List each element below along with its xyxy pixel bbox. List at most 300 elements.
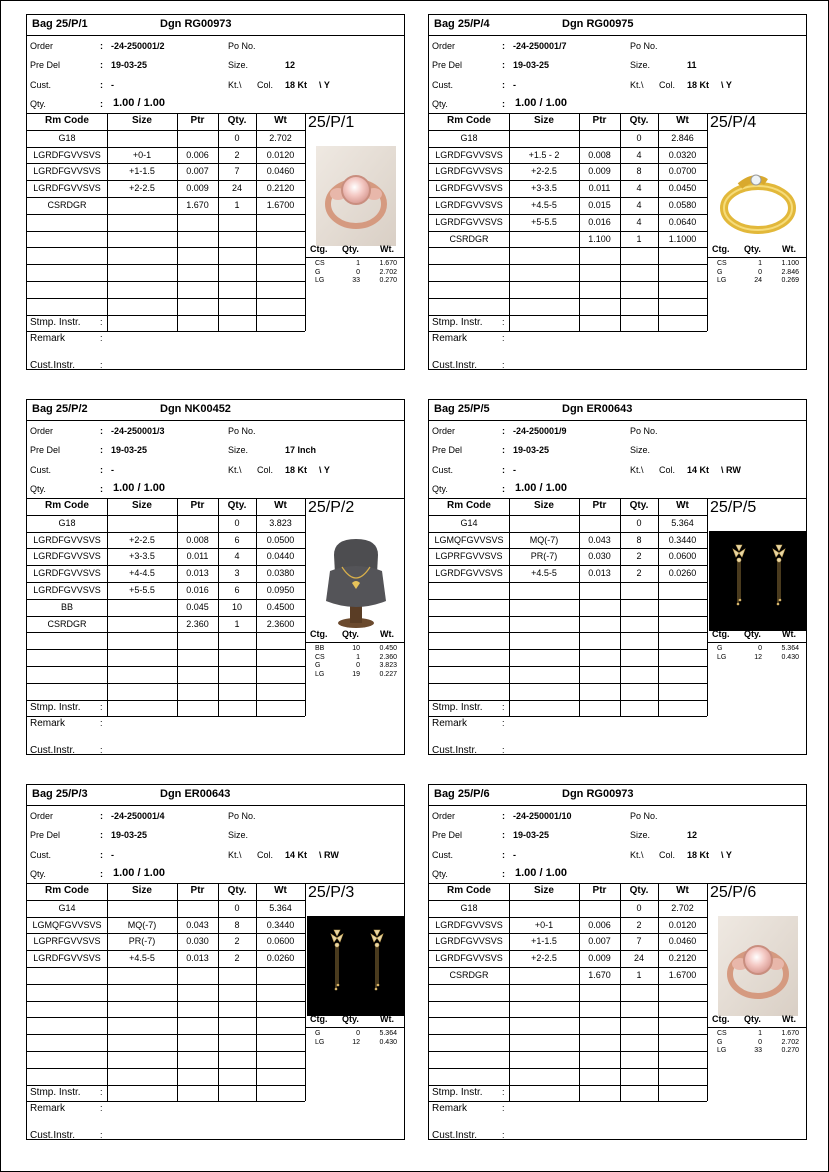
table-vline — [177, 883, 178, 1101]
stone-header-qty: Qty. — [744, 1014, 761, 1025]
column-header-rm: Rm Code — [447, 115, 491, 126]
card-header — [429, 785, 806, 806]
table-hline — [429, 214, 707, 215]
instruction-colon: : — [100, 317, 103, 327]
table-cell-rm: G18 — [460, 132, 478, 143]
card-header — [27, 15, 404, 36]
table-cell-qty: 2 — [234, 149, 240, 160]
table-hline — [27, 1017, 305, 1018]
product-image — [718, 916, 798, 1016]
product-photo — [709, 916, 807, 1016]
table-hline — [27, 1085, 305, 1086]
table-hline — [429, 247, 707, 248]
instruction-colon: : — [502, 1103, 505, 1113]
bag-card — [26, 14, 405, 370]
info-value-order: -24-250001/2 — [111, 41, 165, 51]
column-header-wt: Wt — [676, 885, 689, 896]
product-photo — [307, 916, 405, 1016]
info-label-col: Col. — [659, 80, 676, 90]
info-value-kt: 18 Kt — [285, 80, 308, 90]
info-label-cust: Cust. — [432, 850, 454, 860]
bag-number — [32, 18, 88, 30]
table-cell-qty: 4 — [636, 216, 642, 227]
column-header-wt: Wt — [676, 500, 689, 511]
instruction-label-cust-instr: Cust.Instr. — [432, 360, 478, 371]
table-hline — [429, 281, 707, 282]
instruction-colon: : — [502, 317, 505, 327]
table-hline — [429, 231, 707, 232]
table-vline — [707, 498, 708, 716]
table-cell-qty: 2 — [234, 953, 240, 964]
instruction-colon: : — [502, 718, 505, 728]
table-cell-ptr: 0.045 — [186, 601, 209, 612]
stone-qty: 1 — [758, 260, 762, 268]
instruction-label-stmp: Stmp. Instr. — [432, 317, 483, 328]
table-hline — [429, 180, 707, 181]
table-cell-ptr: 0.013 — [186, 953, 209, 964]
stone-header-qty: Qty. — [744, 629, 761, 640]
table-cell-rm: LGRDFGVVSVS — [33, 183, 101, 194]
table-cell-wt: 0.0450 — [668, 183, 697, 194]
table-hline — [27, 599, 305, 600]
info-label-po-no: Po No. — [228, 41, 256, 51]
stone-category: CS — [315, 653, 325, 661]
info-label-po-no: Po No. — [228, 426, 256, 436]
table-vline — [509, 883, 510, 1101]
info-label-cust: Cust. — [432, 465, 454, 475]
table-cell-rm: LGPRFGVVSVS — [33, 936, 101, 947]
column-header-wt: Wt — [676, 115, 689, 126]
table-cell-wt: 5.364 — [269, 902, 292, 913]
instruction-label-remark: Remark — [30, 718, 66, 729]
table-cell-ptr: 1.100 — [588, 233, 611, 244]
stone-category: CS — [315, 260, 325, 268]
stone-qty: 12 — [352, 1038, 360, 1046]
instruction-colon: : — [100, 360, 103, 370]
table-cell-qty: 8 — [636, 166, 642, 177]
table-hline — [27, 163, 305, 164]
instruction-label-stmp: Stmp. Instr. — [30, 1087, 81, 1098]
table-cell-qty: 0 — [234, 517, 240, 528]
table-cell-qty: 7 — [636, 936, 642, 947]
table-vline — [707, 113, 708, 331]
info-value-order: -24-250001/4 — [111, 811, 165, 821]
bag-card — [428, 14, 807, 370]
table-cell-ptr: 0.016 — [588, 216, 611, 227]
table-cell-wt: 0.0120 — [668, 919, 697, 930]
table-cell-size: +1.5 - 2 — [528, 149, 560, 160]
table-hline — [429, 616, 707, 617]
bag-tag: 25/P/2 — [308, 499, 355, 516]
column-header-wt: Wt — [274, 500, 287, 511]
stone-category: G — [717, 1038, 723, 1046]
design-number — [562, 18, 634, 30]
info-colon: : — [100, 830, 103, 840]
table-hline — [429, 147, 707, 148]
info-value-pre_del: 19-03-25 — [513, 60, 550, 70]
table-cell-qty: 8 — [636, 534, 642, 545]
table-cell-rm: LGRDFGVVSVS — [33, 568, 101, 579]
table-hline — [429, 130, 707, 131]
info-label-cust: Cust. — [30, 80, 52, 90]
info-label-order: Order — [30, 426, 54, 436]
card-header — [429, 400, 806, 421]
stone-weight: 0.430 — [781, 653, 799, 661]
stone-weight: 0.270 — [379, 277, 397, 285]
table-cell-wt: 0.0260 — [266, 953, 295, 964]
table-cell-rm: LGRDFGVVSVS — [435, 936, 503, 947]
info-value-cust: - — [513, 850, 516, 860]
dgn-value: NK00452 — [184, 403, 231, 415]
design-number — [160, 18, 232, 30]
design-number — [562, 403, 632, 415]
card-header — [429, 15, 806, 36]
column-header-ptr: Ptr — [190, 885, 205, 896]
stone-category: G — [717, 268, 723, 276]
table-hline — [27, 716, 305, 717]
info-value-kt: 18 Kt — [687, 850, 710, 860]
table-cell-ptr: 0.007 — [588, 936, 611, 947]
stone-weight: 2.360 — [379, 653, 397, 661]
column-header-qty: Qty. — [629, 500, 649, 511]
table-cell-rm: G18 — [58, 517, 76, 528]
table-hline — [429, 933, 707, 934]
table-cell-wt: 5.364 — [671, 517, 694, 528]
info-label-qty: Qty. — [432, 99, 448, 109]
stone-weight: 2.702 — [379, 268, 397, 276]
table-cell-wt: 0.0600 — [266, 936, 295, 947]
info-value-order: -24-250001/9 — [513, 426, 567, 436]
instruction-colon: : — [502, 745, 505, 755]
table-cell-qty: 10 — [231, 601, 242, 612]
table-cell-qty: 8 — [234, 919, 240, 930]
instruction-colon: : — [502, 360, 505, 370]
table-cell-rm: LGRDFGVVSVS — [435, 953, 503, 964]
table-hline — [429, 599, 707, 600]
column-header-qty: Qty. — [629, 115, 649, 126]
table-vline — [305, 498, 306, 716]
table-hline — [27, 315, 305, 316]
instruction-label-stmp: Stmp. Instr. — [30, 317, 81, 328]
stone-header-ctg: Ctg. — [310, 1014, 328, 1025]
stone-category: G — [315, 268, 321, 276]
info-colon: : — [502, 869, 505, 879]
table-cell-rm: LGRDFGVVSVS — [435, 568, 503, 579]
table-hline — [27, 281, 305, 282]
table-vline — [658, 883, 659, 1101]
table-hline — [429, 532, 707, 533]
stone-weight: 0.430 — [379, 1038, 397, 1046]
table-cell-size: MQ(-7) — [127, 919, 157, 930]
table-hline — [27, 649, 305, 650]
instruction-label-remark: Remark — [432, 1103, 468, 1114]
table-cell-qty: 4 — [234, 551, 240, 562]
instruction-label-remark: Remark — [30, 333, 66, 344]
table-hline — [27, 632, 305, 633]
column-header-qty: Qty. — [227, 115, 247, 126]
bag-tag: 25/P/6 — [710, 884, 757, 901]
info-value-cust: - — [111, 80, 114, 90]
stone-weight: 2.846 — [781, 268, 799, 276]
info-label-po-no: Po No. — [630, 426, 658, 436]
info-label-po-no: Po No. — [630, 41, 658, 51]
column-header-wt: Wt — [274, 115, 287, 126]
info-label-qty: Qty. — [30, 99, 46, 109]
table-cell-qty: 0 — [636, 517, 642, 528]
dgn-value: RG00973 — [184, 18, 232, 30]
design-number — [562, 788, 634, 800]
info-label-order: Order — [432, 41, 456, 51]
dgn-label: Dgn — [160, 18, 182, 30]
product-photo — [307, 531, 405, 631]
info-colon: : — [502, 465, 505, 475]
table-cell-size: +4-4.5 — [129, 568, 155, 579]
table-hline — [27, 231, 305, 232]
table-cell-size: +1-1.5 — [531, 936, 557, 947]
stone-header-qty: Qty. — [744, 244, 761, 255]
table-hline — [429, 683, 707, 684]
instruction-colon: : — [100, 1087, 103, 1097]
table-cell-wt: 2.702 — [269, 132, 292, 143]
info-label-pre_del: Pre Del — [432, 445, 463, 455]
info-label-pre_del: Pre Del — [30, 830, 61, 840]
product-photo — [307, 146, 405, 246]
table-cell-wt: 2.702 — [671, 902, 694, 913]
instruction-label-remark: Remark — [30, 1103, 66, 1114]
table-hline — [429, 331, 707, 332]
dgn-label: Dgn — [160, 403, 182, 415]
stone-weight: 1.670 — [379, 260, 397, 268]
table-vline — [620, 498, 621, 716]
stone-qty: 0 — [356, 268, 360, 276]
info-label-qty: Qty. — [432, 484, 448, 494]
table-cell-ptr: 1.670 — [186, 200, 209, 210]
table-cell-rm: CSRDGR — [47, 618, 87, 629]
info-label-po-no: Po No. — [630, 811, 658, 821]
column-header-ptr: Ptr — [592, 115, 607, 126]
stone-header-wt: Wt. — [782, 244, 796, 255]
stone-header-ctg: Ctg. — [310, 244, 328, 255]
info-label-col: Col. — [257, 80, 274, 90]
info-colon: : — [502, 80, 505, 90]
instruction-colon: : — [502, 1130, 505, 1140]
info-colon: : — [100, 484, 103, 494]
table-cell-ptr: 0.006 — [588, 919, 611, 930]
table-cell-wt: 1.6700 — [668, 970, 697, 980]
info-value-size: 12 — [285, 60, 296, 70]
card-header — [27, 785, 404, 806]
table-hline — [429, 197, 707, 198]
table-cell-rm: LGRDFGVVSVS — [435, 166, 503, 177]
dgn-label: Dgn — [562, 18, 584, 30]
table-cell-ptr: 0.011 — [588, 183, 611, 194]
dgn-value: ER00643 — [586, 403, 633, 415]
info-colon: : — [502, 60, 505, 70]
table-cell-size: +5-5.5 — [129, 585, 155, 595]
table-hline — [27, 967, 305, 968]
table-hline — [429, 315, 707, 316]
table-cell-size: PR(-7) — [128, 936, 156, 947]
table-hline — [27, 197, 305, 198]
table-cell-ptr: 0.043 — [186, 919, 209, 930]
design-number — [160, 788, 230, 800]
stone-qty: 24 — [754, 277, 762, 285]
stone-header-wt: Wt. — [380, 629, 394, 640]
instruction-label-stmp: Stmp. Instr. — [432, 1087, 483, 1098]
info-label-col: Col. — [659, 465, 676, 475]
info-colon: : — [100, 60, 103, 70]
stone-category: CS — [717, 260, 727, 268]
table-hline — [429, 1017, 707, 1018]
bag-number — [32, 403, 88, 415]
table-cell-qty: 2 — [636, 568, 642, 579]
stone-qty: 0 — [356, 662, 360, 670]
info-label-pre_del: Pre Del — [30, 445, 61, 455]
table-cell-qty: 0 — [234, 902, 240, 913]
info-label-qty: Qty. — [432, 869, 448, 879]
info-value-col: \ Y — [721, 80, 732, 90]
info-label-kt: Kt.\ — [228, 465, 242, 475]
info-label-cust: Cust. — [30, 465, 52, 475]
info-label-col: Col. — [257, 850, 274, 860]
stone-header-ctg: Ctg. — [712, 629, 730, 640]
info-label-kt: Kt.\ — [630, 465, 644, 475]
instruction-colon: : — [100, 702, 103, 712]
table-cell-wt: 0.0440 — [266, 551, 295, 562]
table-cell-rm: LGRDFGVVSVS — [33, 166, 101, 177]
bag-tag: 25/P/4 — [710, 114, 757, 131]
table-cell-size: +2-2.5 — [531, 166, 557, 177]
table-hline — [429, 1101, 707, 1102]
table-cell-rm: CSRDGR — [47, 200, 87, 210]
table-cell-size: +2-2.5 — [129, 183, 155, 194]
stone-weight: 0.269 — [781, 277, 799, 285]
table-cell-ptr: 0.013 — [588, 568, 611, 579]
table-cell-wt: 0.3440 — [266, 919, 295, 930]
info-label-col: Col. — [257, 465, 274, 475]
table-hline — [429, 666, 707, 667]
stone-qty: 1 — [356, 260, 360, 268]
table-hline — [27, 917, 305, 918]
product-image — [316, 146, 396, 246]
instruction-colon: : — [502, 333, 505, 343]
table-cell-ptr: 0.009 — [186, 183, 209, 194]
table-hline — [429, 1068, 707, 1069]
table-vline — [658, 498, 659, 716]
info-label-pre_del: Pre Del — [432, 60, 463, 70]
info-colon: : — [100, 445, 103, 455]
stone-qty: 0 — [758, 268, 762, 276]
table-hline — [429, 967, 707, 968]
table-hline — [27, 264, 305, 265]
instruction-label-cust-instr: Cust.Instr. — [30, 360, 76, 371]
stone-qty: 10 — [352, 645, 360, 653]
bag-label: Bag — [32, 788, 53, 800]
info-colon: : — [502, 811, 505, 821]
table-cell-qty: 1 — [234, 618, 240, 629]
info-colon: : — [502, 830, 505, 840]
stone-weight: 2.702 — [781, 1038, 799, 1046]
table-cell-size: +5-5.5 — [531, 216, 557, 227]
stone-qty: 33 — [754, 1047, 762, 1055]
table-cell-ptr: 0.009 — [588, 953, 611, 964]
table-cell-ptr: 0.011 — [186, 551, 209, 562]
table-hline — [429, 264, 707, 265]
table-cell-size: PR(-7) — [530, 551, 558, 562]
column-header-ptr: Ptr — [592, 500, 607, 511]
column-header-ptr: Ptr — [190, 500, 205, 511]
card-header — [27, 400, 404, 421]
table-hline — [27, 130, 305, 131]
table-cell-rm: LGRDFGVVSVS — [435, 183, 503, 194]
table-cell-wt: 0.0950 — [266, 585, 295, 595]
stone-header-line — [708, 1027, 806, 1028]
info-value-col: \ RW — [319, 850, 339, 860]
stone-weight: 0.270 — [781, 1047, 799, 1055]
table-hline — [27, 984, 305, 985]
table-hline — [429, 582, 707, 583]
info-value-col: \ RW — [721, 465, 741, 475]
stone-qty: 0 — [356, 1030, 360, 1038]
table-hline — [429, 950, 707, 951]
info-label-order: Order — [30, 811, 54, 821]
table-cell-rm: G14 — [58, 902, 76, 913]
table-cell-ptr: 0.007 — [186, 166, 209, 177]
table-hline — [27, 565, 305, 566]
stone-header-wt: Wt. — [782, 1014, 796, 1025]
bag-label: Bag — [32, 18, 53, 30]
table-hline — [27, 298, 305, 299]
table-hline — [27, 1034, 305, 1035]
stone-weight: 1.100 — [781, 260, 799, 268]
table-cell-rm: G14 — [460, 517, 478, 528]
dgn-label: Dgn — [562, 403, 584, 415]
column-header-rm: Rm Code — [45, 115, 89, 126]
info-value-col: \ Y — [721, 850, 732, 860]
table-hline — [429, 900, 707, 901]
stone-qty: 12 — [754, 653, 762, 661]
table-cell-wt: 1.6700 — [266, 200, 295, 210]
table-hline — [27, 950, 305, 951]
table-hline — [27, 666, 305, 667]
table-cell-ptr: 2.360 — [186, 618, 209, 629]
stone-header-line — [306, 1027, 404, 1028]
table-hline — [27, 532, 305, 533]
bag-card — [26, 399, 405, 755]
table-cell-size: +0-1 — [534, 919, 554, 930]
bag-value: 25/P/3 — [55, 788, 88, 800]
table-cell-rm: CSRDGR — [449, 970, 489, 980]
info-colon: : — [100, 465, 103, 475]
table-cell-rm: CSRDGR — [449, 233, 489, 244]
table-cell-ptr: 0.013 — [186, 568, 209, 579]
dgn-label: Dgn — [160, 788, 182, 800]
stone-category: LG — [717, 277, 727, 285]
stone-header-line — [306, 642, 404, 643]
info-value-pre_del: 19-03-25 — [111, 60, 148, 70]
bag-tag: 25/P/3 — [308, 884, 355, 901]
table-hline — [27, 331, 305, 332]
instruction-label-cust-instr: Cust.Instr. — [30, 1130, 76, 1141]
stone-category: LG — [315, 277, 325, 285]
table-hline — [27, 214, 305, 215]
instruction-colon: : — [502, 702, 505, 712]
table-cell-rm: LGRDFGVVSVS — [33, 953, 101, 964]
table-hline — [27, 1051, 305, 1052]
info-colon: : — [100, 80, 103, 90]
info-value-order: -24-250001/7 — [513, 41, 567, 51]
bag-label: Bag — [434, 788, 455, 800]
